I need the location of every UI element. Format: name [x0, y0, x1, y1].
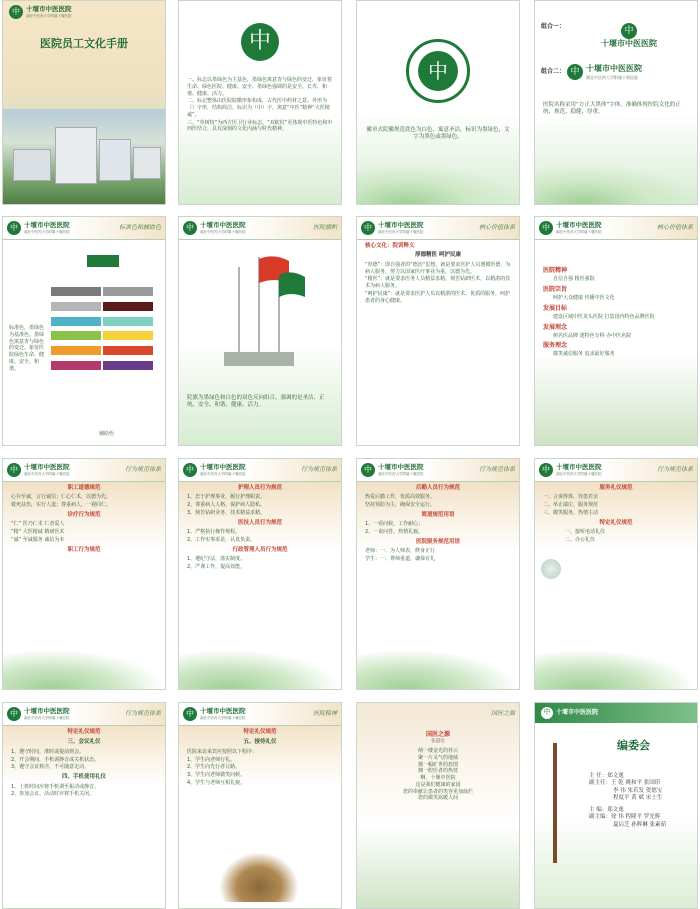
- section-title: 特定礼仪规范: [243, 729, 277, 735]
- values-list: [535, 240, 697, 358]
- page-etiquette-2: [2, 702, 166, 909]
- value-head: 服务理念: [543, 342, 568, 350]
- section-title: 后勤人员行为规范: [415, 485, 460, 491]
- header-slogan: 医院精神: [312, 709, 337, 717]
- aux-color-swatch: [103, 361, 153, 370]
- section-text: [357, 521, 519, 536]
- combo-one-label: 组合一：: [541, 23, 566, 30]
- text-line: 2、开会期间，手机调静音或关机状态。: [11, 756, 100, 763]
- section-title: 医院服务规范用语: [415, 538, 460, 545]
- header-name: 十堰市中医医院: [378, 221, 424, 230]
- header-name: 十堰市中医医院: [378, 463, 424, 472]
- text-line: 4、学生与老师互相礼貌。: [187, 779, 246, 786]
- text-line: 学生：一、尊师重道，谦恭有礼: [365, 556, 436, 563]
- text-line: 2、参加会议、活动时应将手机关闭。: [11, 791, 95, 798]
- section-title: 诊疗行为规范: [67, 511, 101, 518]
- page-header: [357, 703, 519, 725]
- combo-one: [535, 1, 697, 50]
- header-slogan: 行为规范体系: [124, 709, 161, 717]
- section-title: 职工道德规范: [67, 485, 101, 491]
- page-header: [179, 459, 341, 482]
- board-names: 程度平 黄 斌 宋士生: [613, 795, 663, 802]
- value-sub: 呵护大众健康 传播中医文化: [553, 294, 615, 301]
- poem-line: 您的微笑温暖人间: [417, 795, 458, 802]
- poem-lines: [357, 748, 519, 802]
- section-title: 行政管理人员行为规范: [232, 546, 288, 553]
- text-line: 三、微笑服务、热情主动: [543, 509, 599, 516]
- section-title: 三、会议礼仪: [67, 739, 101, 746]
- value-sub: 微笑诚信服务 追求最好服务: [553, 351, 615, 358]
- page-header: [3, 703, 165, 726]
- text-line: 3、遵守会议秩序，不可随意走动。: [11, 764, 90, 771]
- section-text: [3, 749, 165, 771]
- text-line: “诚” 至诚服务 诚信为本: [11, 536, 65, 543]
- hospital-building-photo: [3, 109, 165, 204]
- header-slogan: 行为规范体系: [300, 465, 337, 473]
- logo-icon: 中: [7, 221, 21, 235]
- page-poem: [356, 702, 520, 909]
- section-text: [179, 749, 341, 787]
- lotus-decoration: [535, 649, 697, 689]
- page-badge: [356, 0, 520, 205]
- flag-desc: 院旗为墨绿色和白色的双色反向组合，强调的是圣洁、正统、安全、和谐、健康、活力。: [187, 395, 325, 409]
- text-line: 3、学生向老师微笑问候。: [187, 772, 246, 779]
- poem-line: 描一幅旷世的蓝图: [417, 761, 458, 768]
- section-text: [3, 521, 165, 543]
- logo-icon: 中: [7, 707, 21, 721]
- logo-icon: 中: [541, 707, 553, 719]
- value-head: 医院精神: [543, 267, 568, 274]
- poem-line: 聚一片灵气的地域: [417, 754, 458, 761]
- poem-author: 张道达: [431, 739, 445, 745]
- text-line: 老师：一、为人师表，修身正行: [365, 548, 436, 555]
- board-role: 副主任：: [589, 780, 612, 787]
- section-title: 简道规范用语: [421, 511, 455, 518]
- header-name: 十堰市中医医院: [200, 707, 246, 716]
- header-sub: 湖北中医药大学附属十堰医院: [24, 472, 70, 477]
- text-line: 1、学生向老师行礼。: [187, 756, 236, 763]
- header-slogan: 行为规范体系: [478, 465, 515, 473]
- aux-color-label: 辅助色: [99, 431, 115, 437]
- text-line: 一、接听电话礼仪: [565, 529, 606, 536]
- page-header: [535, 459, 697, 482]
- header-slogan: 核心价值体系: [478, 223, 515, 231]
- section-text: [357, 494, 519, 509]
- text-line: 二、举止端庄、服务规范: [543, 502, 599, 509]
- text-line: 1、上班时间应将手机调至振动或静音。: [11, 783, 100, 790]
- hospital-sub: 湖北中医药大学附属十堰医院: [26, 14, 72, 19]
- poem-line: 纳一缕金光的祥云: [417, 748, 458, 755]
- aux-color-swatch: [51, 287, 101, 296]
- board-names: 李 伟 朱若发 贺德宝: [613, 787, 663, 794]
- combo-two-label: 组合二：: [541, 67, 566, 75]
- page-conduct-2: [178, 458, 342, 690]
- poem-line: 拥一腔医者的热忱: [417, 768, 458, 775]
- section-text: [3, 494, 165, 509]
- page-logo-meaning: [178, 0, 342, 205]
- header-slogan: 医院旗帜: [312, 223, 337, 231]
- logo-icon: 中: [7, 463, 21, 477]
- header-name: 十堰市中医医院: [200, 463, 246, 472]
- combo-two: [535, 50, 697, 80]
- section-title: 医技人员行为规范: [237, 519, 282, 526]
- text-line: 1、一看问候，工作耐心；: [365, 521, 424, 528]
- header-sub: 湖北中医药大学附属十堰医院: [378, 230, 424, 235]
- page-header: [535, 217, 697, 240]
- board-names: 徐 伟 程隆平 罗光辉: [611, 814, 661, 821]
- logo-meaning-text: [179, 77, 341, 133]
- board-role: 副主编：: [589, 814, 612, 821]
- value-head: 发展目标: [543, 304, 568, 312]
- text-line: 心存至诚，言行诚信；仁心仁术，以德为先。: [11, 494, 112, 501]
- page-core-culture: [356, 216, 520, 446]
- section-text: [179, 556, 341, 571]
- page-conduct-1: [2, 458, 166, 690]
- header-sub: 湖北中医药大学附属十堰医院: [378, 472, 424, 477]
- poem-line: 您的奉献让患者的笑容更加灿烂: [402, 788, 473, 795]
- section-title: 特定礼仪规范: [67, 729, 101, 735]
- text-line: 二、办公礼仪: [565, 536, 596, 543]
- badge-desc: 徽章式院徽规范底色为白色，寓意圣洁，标识为墨绿色，文字为黑色或墨绿色。: [366, 127, 510, 141]
- logo-para: 二、标记整体由医院院徽形象构成，古代医中药材之意。外形为（）字形，结构简洁、标识为（中）字，寓意“中医”精神“大医精诚”。: [187, 98, 330, 118]
- text-line: “仁” 医乃仁术 仁者爱人: [11, 521, 65, 528]
- aux-color-swatch: [51, 302, 101, 311]
- color-text: 标准色，墨绿色为基准色。墨绿色寓意青与绿色的变迁，象征医院绿色生命、健康、安全、和谐。: [9, 325, 45, 372]
- header-sub: 湖北中医药大学附属十堰医院: [24, 716, 70, 721]
- text-line: 1、遵纪守法，落实制度。: [187, 556, 246, 563]
- board-names: 郑文逸: [607, 773, 624, 779]
- logo-icon: 中: [183, 707, 197, 721]
- header-name: 十堰市中医医院: [24, 707, 70, 716]
- page-header: [179, 703, 341, 726]
- page-header: [357, 217, 519, 240]
- lotus-decoration: [357, 649, 519, 689]
- board-header-band: [535, 703, 697, 723]
- moon-decoration: [541, 559, 561, 579]
- combo-two-name: 十堰市中医医院: [586, 63, 642, 73]
- section-title: 特定礼仪规范: [599, 519, 633, 526]
- lotus-decoration: [357, 164, 519, 204]
- section-title: 五、接待礼仪: [243, 739, 277, 746]
- core-para: “厚德”：即自强者的“德治”思想，就是要求医护人员遵循医德，为病人服务，努力以国家医疗事业为重、以德为先。: [365, 261, 511, 275]
- section-text: [3, 784, 165, 799]
- teapot-illustration: [219, 852, 299, 902]
- board-role: 主 编：: [589, 806, 608, 813]
- page-etiquette-1: [534, 458, 698, 690]
- combo-desc: 医院名称采用“方正大黑体”字体，准确体现医院文化的正统、规范、稳健、厚重。: [543, 101, 681, 116]
- poem-title: 国医之源: [425, 731, 450, 738]
- text-line: 3、刻苦钻研业务，技术精益求精。: [187, 509, 266, 516]
- page-values: [534, 216, 698, 446]
- logo-icon: 中: [183, 221, 197, 235]
- motto: 厚德精医 呵护民康: [415, 252, 461, 259]
- text-line: 1、严格执行操作规程。: [187, 529, 241, 536]
- text-line: 2、严谨工作，提高效能。: [187, 563, 246, 570]
- logo-icon: 中: [621, 23, 637, 39]
- combo-two-sub: 湖北中医药大学附属十堰医院: [586, 74, 638, 80]
- section-title: 职工行为规范: [67, 546, 101, 553]
- value-head: 发展理念: [543, 323, 568, 331]
- poem-line: 这是我们健康的家园: [415, 781, 461, 788]
- flagpoles-illustration: [179, 247, 342, 377]
- header-slogan: 行为规范体系: [124, 465, 161, 473]
- header-slogan: 标准色和辅助色: [118, 223, 161, 231]
- aux-color-swatch: [103, 346, 153, 355]
- aux-color-swatch: [103, 287, 153, 296]
- value-sub: 自信自强 精医强院: [553, 276, 595, 283]
- logo-icon: 中: [361, 463, 375, 477]
- text-line: 2、尊重病人人格，保护病人隐私。: [187, 502, 266, 509]
- page-conduct-3: [356, 458, 520, 690]
- logo-icon: 中: [567, 64, 583, 80]
- aux-color-swatch: [51, 361, 101, 370]
- text-line: 医院来访来宾应按照以下程序：: [187, 748, 258, 755]
- value-sub: 建设区域中医龙头医院 打造国内特色品牌医院: [553, 313, 655, 320]
- header-sub: 湖北中医药大学附属十堰医院: [200, 230, 246, 235]
- header-sub: 湖北中医药大学附属十堰医院: [200, 472, 246, 477]
- text-line: 热爱后勤工作，优质高效服务。: [365, 494, 436, 501]
- section-title: 护理人员行为规范: [237, 485, 282, 491]
- aux-color-swatch: [51, 317, 101, 326]
- lotus-decoration: [3, 649, 165, 689]
- section-text: [179, 529, 341, 544]
- aux-color-swatch: [103, 331, 153, 340]
- board-names: 王 乾 姚和平 张国印: [611, 780, 661, 787]
- board-title: 编委会: [617, 739, 650, 752]
- header-name: 十堰市中医医院: [24, 463, 70, 472]
- core-para: “精医”：就是要求医务人员精益求精，刻苦钻研医术，以精湛的技术为病人服务。: [365, 276, 511, 290]
- page-header: [179, 217, 341, 240]
- section-text: [535, 494, 697, 516]
- page-header: [3, 459, 165, 482]
- core-heading: 核心文化：院训释义: [365, 243, 415, 249]
- lotus-decoration: [535, 164, 697, 204]
- poem-line: 啊，十堰中医院: [420, 775, 456, 782]
- page-colors: [2, 216, 166, 446]
- page-logo-combos: [534, 0, 698, 205]
- header-name: 十堰市中医医院: [200, 221, 246, 230]
- aux-color-swatch: [103, 302, 153, 311]
- badge-seal-icon: 中: [406, 39, 470, 103]
- text-line: “精” 大医精诚 精研医术: [11, 529, 65, 536]
- logo-icon: 中: [539, 463, 553, 477]
- aux-color-swatch: [103, 317, 153, 326]
- header-slogan: 行为规范体系: [656, 465, 693, 473]
- text-line: 救死扶伤，实行人道；尊重病人，一视同仁。: [11, 502, 112, 509]
- text-line: 一、言谈得体、待患若亲: [543, 494, 599, 501]
- section-text: [535, 529, 697, 544]
- header-name: 十堰市中医医院: [556, 708, 599, 716]
- header-sub: 湖北中医药大学附属十堰医院: [200, 716, 246, 721]
- text-line: 2、一说问答，热情礼貌。: [365, 529, 424, 536]
- page-flags: [178, 216, 342, 446]
- page-editorial-board: [534, 702, 698, 909]
- aux-color-swatch: [51, 331, 101, 340]
- logo-mark-icon: 中: [241, 23, 279, 61]
- section-text: [179, 494, 341, 516]
- text-line: 坚持预防为主，确保安全运行。: [365, 502, 436, 509]
- cover-title: 医院员工文化手册: [40, 37, 128, 50]
- logo-icon: 中: [361, 221, 375, 235]
- text-line: 1、遵守时间，准时或提前到会。: [11, 748, 85, 755]
- header-name: 十堰市中医医院: [556, 463, 602, 472]
- header-slogan: 核心价值体系: [656, 223, 693, 231]
- text-line: 2、工作实事求是，认真负责。: [187, 536, 256, 543]
- value-head: 医院宗旨: [543, 285, 568, 293]
- value-sub: 树名医品牌 建特色专科 办中医名院: [553, 332, 632, 339]
- combo-one-name: 十堰市中医医院: [601, 39, 657, 48]
- page-header: [3, 217, 165, 240]
- header-sub: 湖北中医药大学附属十堰医院: [24, 230, 70, 235]
- header-sub: 湖北中医药大学附属十堰医院: [556, 472, 602, 477]
- section-title: 四、手机使用礼仪: [61, 774, 106, 781]
- section-title: 服务礼仪规范: [599, 485, 633, 491]
- aux-color-swatches: [51, 287, 159, 376]
- header-sub: 湖北中医药大学附属十堰医院: [556, 230, 602, 235]
- logo-icon: 中: [539, 221, 553, 235]
- cover-header: [3, 1, 165, 23]
- board-list: [589, 773, 666, 829]
- core-para: “呵护民康”：就是要求医护人员以精湛的医术、优质的服务，呵护患者的身心健康。: [365, 290, 511, 304]
- logo-para: 三、“草树枝”为西方医卫行业标志，“双蛇杖”更体现中医特色和中西医结合，具有深刻的文化内涵与时代精神。: [187, 119, 333, 133]
- hospital-logo-icon: 中: [9, 5, 23, 19]
- brush-illustration: [553, 743, 557, 863]
- text-line: 1、忠于护理事业，履行护理职责。: [187, 494, 266, 501]
- aux-color-swatch: [51, 346, 101, 355]
- header-name: 十堰市中医医院: [24, 221, 70, 230]
- board-role: 主 任：: [589, 773, 608, 779]
- header-name: 十堰市中医医院: [556, 221, 602, 230]
- section-text: [357, 548, 519, 563]
- core-text: [357, 262, 519, 305]
- page-cover: [2, 0, 166, 205]
- header-slogan: 国医之源: [490, 709, 515, 717]
- lotus-decoration: [179, 649, 341, 689]
- logo-para: 一、标志以墨绿色为主基色，墨绿色寓意青与绿色的变迁，象征着生命、绿色医院、健康、安全、墨绿色强调的是安全、长寿、和谐、健康、活力。: [187, 77, 333, 97]
- hospital-name: 十堰市中医医院: [26, 5, 72, 14]
- board-names: 夏启芝 孙辉琳 张素茹: [613, 821, 666, 828]
- logo-icon: 中: [183, 463, 197, 477]
- page-header: [357, 459, 519, 482]
- page-etiquette-3: [178, 702, 342, 909]
- standard-color-swatch: [87, 255, 119, 267]
- board-names: 郑文逸: [607, 806, 624, 813]
- text-line: 2、学生向先行者让路。: [187, 764, 241, 771]
